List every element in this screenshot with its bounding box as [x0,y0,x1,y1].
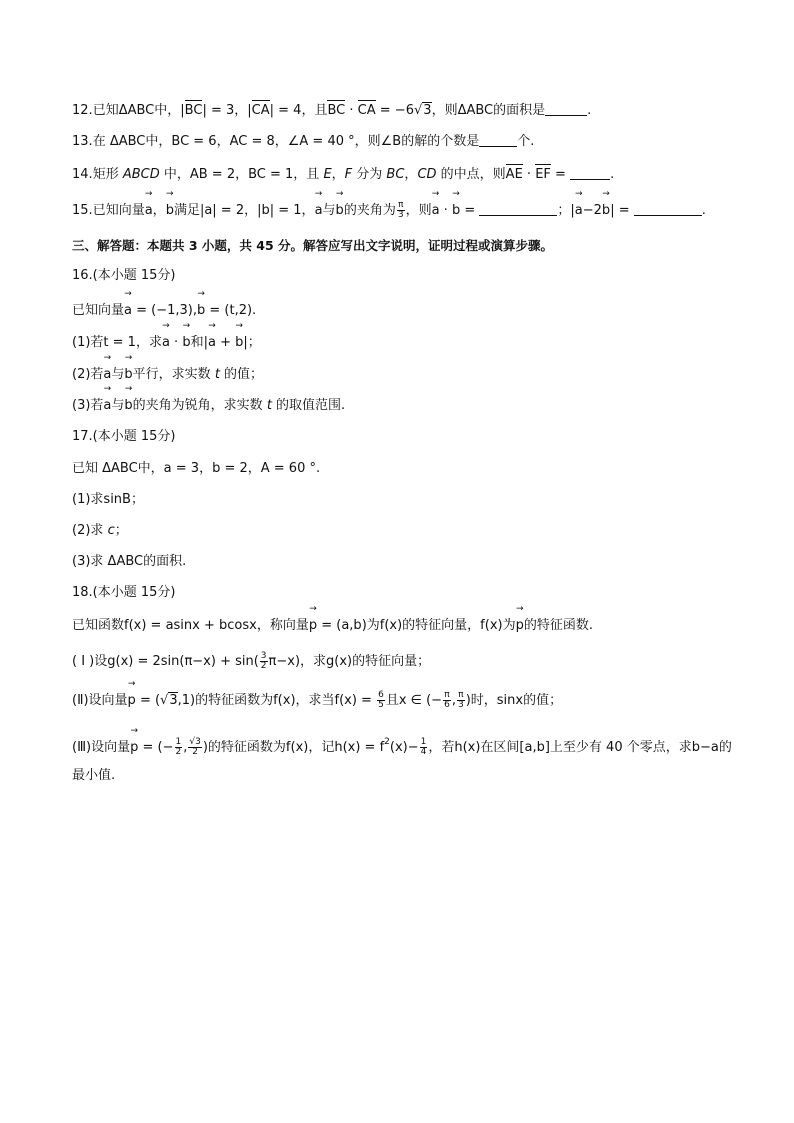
question-18-part-1: ( I )设g(x) = 2sin(π−x) + sin( $\frac{3}{2}$ π−x)，求g(x)的特征向量； [72,651,431,671]
question-17-part-3: (3)求 ΔABC的面积. [72,554,187,569]
question-16-given: 已知向量→ a = (−1,3),→ b = (t,2). [72,301,722,321]
question-18-part-2: (Ⅱ)设向量→ p = (√3,1)的特征函数为f(x)，求当f(x) = $\frac{6}{5}$ 且x ∈ (− $\frac{\pi}{6}$ , $\frac{\pi}{3}$ )时，sinx的值； [72,691,722,711]
question-14: 14.矩形 ABCD 中，AB = 2，BC = 1，且 E，F 分为 BC，CD 的中点，则AE · EF = . [72,165,722,185]
answer-blank[interactable] [479,201,557,216]
fraction: $\frac{6}{5}$ [378,690,384,710]
question-12: 12.已知ΔABC中，|BC| = 3，|CA| = 4，且BC · CA = −6√3，则ΔABC的面积是 . [72,101,722,121]
question-15: 15.已知向量→ a，→ b满足|a| = 2，|b| = 1，→ a与→ b的夹角为 $\frac{\pi}{3}$ ，则→ a · → b = ；|→ a−2→ b| = . [72,201,722,221]
fraction: $\frac{1}{4}$ [420,737,427,757]
fraction: $\frac{\pi}{6}$ [444,690,450,710]
question-18-part-3-cont: 最小值. [72,768,116,783]
fraction: $\frac{1}{2}$ [175,737,182,757]
vector-ef: EF [535,165,551,185]
fraction: $\frac{√3}{2}$ [189,737,201,757]
question-18-part-3: (Ⅲ)设向量→ p = (− $\frac{1}{2}$ , $\frac{√3}{2}$ )的特征函数为f(x)，记$h(x) = f^2(x)-$ $\frac{1}{4}$ ，若h(x)在区间[a,b]上至少有 40 个零点，求b−a的 [72,732,722,758]
question-17-head: 17.(本小题 15分) [72,429,176,444]
question-16-part-2: (2)若→ a与→ b平行，求实数 t 的值； [72,365,722,385]
question-16-part-3: (3)若→ a与→ b的夹角为锐角，求实数 t 的取值范围. [72,396,722,416]
question-17-part-2: (2)求 c； [72,523,128,538]
vector-ae: AE [506,165,523,185]
question-18-given: 已知函数f(x) = asinx + bcosx，称向量→ p = (a,b)为f(x)的特征向量，f(x)为→ p的特征函数. [72,616,722,636]
sqrt-symbol: √3 [160,693,178,708]
question-16-head: 16.(本小题 15分) [72,268,176,283]
vector-ca: CA [252,101,270,121]
question-17-given: 已知 ΔABC中，a = 3，b = 2，A = 60 °. [72,461,321,476]
answer-blank[interactable] [634,201,702,216]
section-heading: 三、解答题：本题共 3 小题，共 45 分。解答应写出文字说明，证明过程或演算步骤。 [72,238,554,253]
fraction: $\frac{\pi}{3}$ [457,690,464,710]
sqrt-symbol: √3 [413,103,432,118]
answer-blank[interactable] [479,132,517,147]
fraction: $\frac{\pi}{3}$ [397,200,404,220]
answer-blank[interactable] [545,101,587,116]
vector-bc: BC [185,101,203,121]
answer-blank[interactable] [570,165,610,180]
question-16-part-1: (1)若t = 1，求→ a · → b和|→ a + → b|； [72,333,722,353]
question-17-part-1: (1)求sinB； [72,492,144,507]
fraction: $\frac{3}{2}$ [260,651,267,671]
question-13: 13.在 ΔABC中，BC = 6，AC = 8，∠A = 40 °，则∠B的解的个数是 个. [72,134,535,149]
question-18-head: 18.(本小题 15分) [72,585,176,600]
